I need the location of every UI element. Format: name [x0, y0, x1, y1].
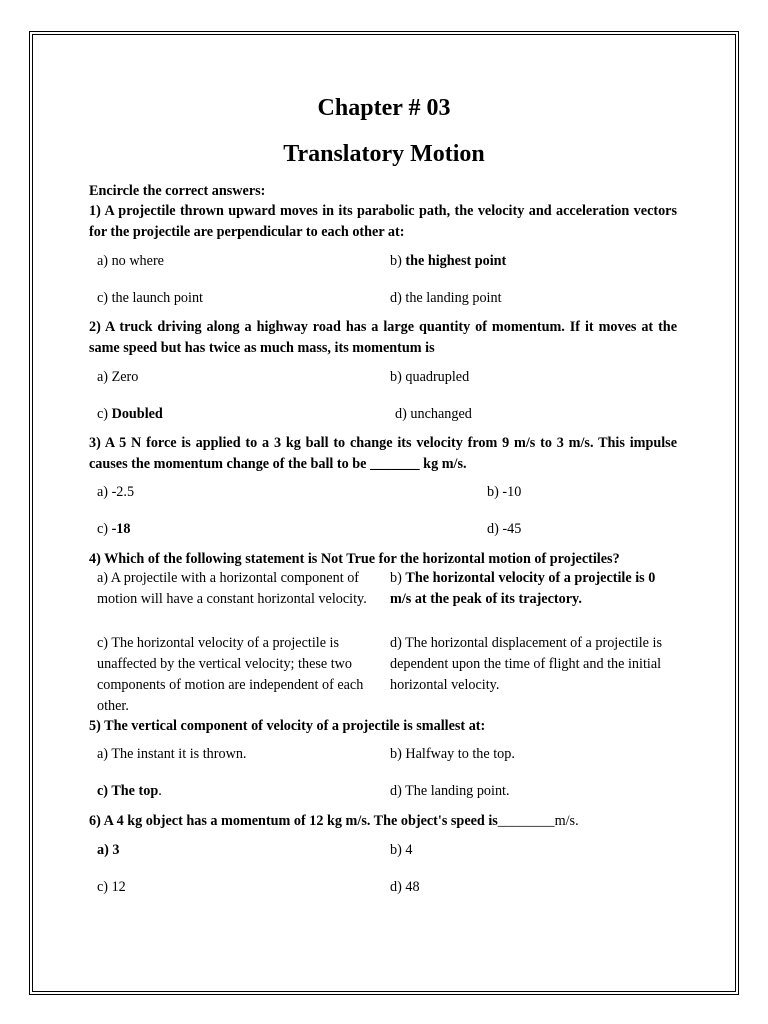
q6-option-c: c) 12 — [97, 879, 126, 895]
q5-option-a: a) The instant it is thrown. — [97, 746, 247, 762]
q5-option-b: b) Halfway to the top. — [390, 746, 515, 762]
q4-option-a: a) A projectile with a horizontal component of motion will have a constant horizontal velocity. — [97, 570, 367, 607]
question-2: 2) A truck driving along a highway road has a large quantity of momentum. If it moves at the same speed but has twice as much mass, its momentum is — [89, 319, 677, 356]
q3-option-c: c) -18 — [97, 521, 131, 537]
instruction: Encircle the correct answers: — [89, 183, 266, 199]
question-3: 3) A 5 N force is applied to a 3 kg ball to change its velocity from 9 m/s to 3 m/s. This impulse causes the momentum change of the ball to be _______ kg m/s. — [89, 435, 677, 472]
chapter-heading: Chapter # 03 — [317, 95, 451, 121]
q5-option-c: c) The top. — [97, 783, 162, 799]
q2-option-b: b) quadrupled — [390, 369, 470, 385]
page-title: Translatory Motion — [283, 141, 485, 167]
q6-option-b: b) 4 — [390, 842, 413, 858]
q4-option-d: d) The horizontal displacement of a projectile is dependent upon the time of flight and the initial horizontal velocity. — [390, 635, 662, 693]
q1-option-a: a) no where — [97, 253, 164, 269]
q3-option-a: a) -2.5 — [97, 484, 135, 500]
q4-option-b: b) The horizontal velocity of a projectile is 0 m/s at the peak of its trajectory. — [390, 570, 656, 607]
q1-option-c: c) the launch point — [97, 290, 203, 306]
q3-option-d: d) -45 — [487, 521, 522, 537]
q2-option-d: d) unchanged — [395, 406, 472, 422]
question-5: 5) The vertical component of velocity of a projectile is smallest at: — [89, 718, 486, 734]
q1-option-d: d) the landing point — [390, 290, 502, 306]
page-border-inner — [32, 34, 736, 992]
q6-option-d: d) 48 — [390, 879, 420, 895]
q5-option-d: d) The landing point. — [390, 783, 510, 799]
q1-option-b: b) the highest point — [390, 253, 507, 269]
q2-option-a: a) Zero — [97, 369, 139, 385]
q3-option-b: b) -10 — [487, 484, 522, 500]
question-4: 4) Which of the following statement is Not True for the horizontal motion of projectiles? — [89, 551, 620, 567]
q2-option-c: c) Doubled — [97, 406, 163, 422]
question-6: 6) A 4 kg object has a momentum of 12 kg m/s. The object's speed is________m/s. — [89, 813, 579, 829]
q4-option-c: c) The horizontal velocity of a projectile is unaffected by the vertical velocity; these two components of motion are independent of each other. — [97, 635, 364, 714]
question-1: 1) A projectile thrown upward moves in its parabolic path, the velocity and acceleration vectors for the projectile are perpendicular to each other at: — [89, 203, 677, 240]
q6-option-a: a) 3 — [97, 842, 120, 858]
